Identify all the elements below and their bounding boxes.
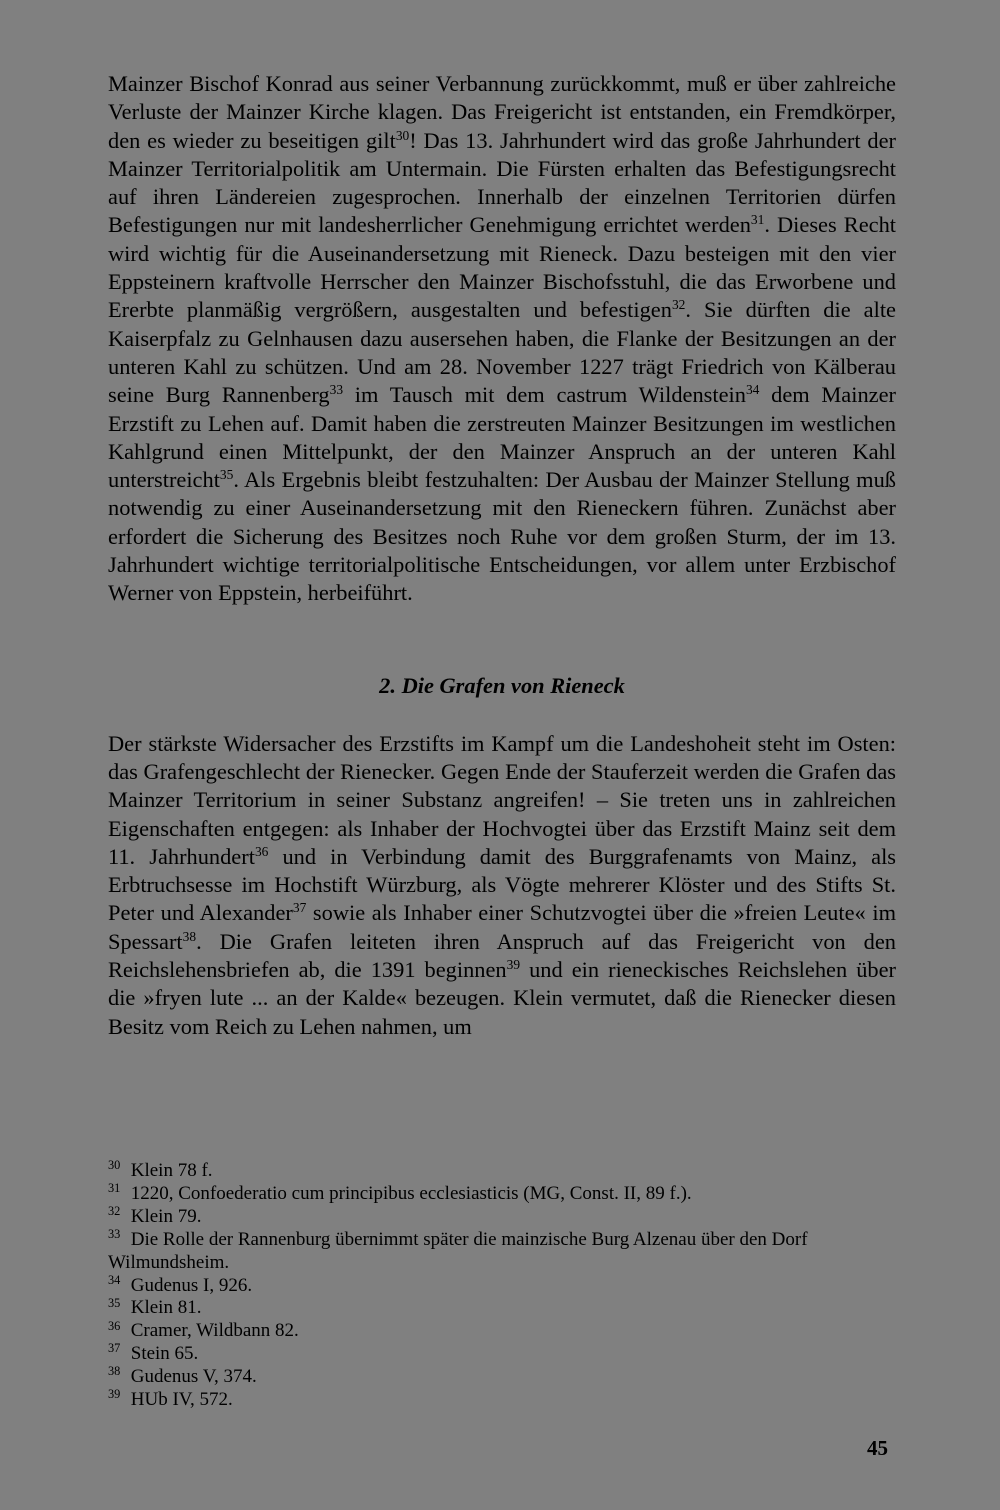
text-run: Mainzer Bischof Konrad aus seiner Verbannung zurückkommt, muß er über zahlreiche Verluste der Mainzer Kirche klagen. Das Freigericht ist entstanden, ein Fremdkörper, den es wieder zu beseitigen gilt: [108, 71, 896, 153]
footnote-38: 38 Gudenus V, 374.: [108, 1364, 257, 1388]
footnote-text: HUb IV, 572.: [130, 1389, 233, 1411]
footnote-text: Gudenus I, 926.: [130, 1274, 253, 1296]
footnote-text: 1220, Confoederatio cum principibus ecclesiasticis (MG, Const. II, 89 f.).: [130, 1182, 692, 1204]
footnote-text: Stein 65.: [130, 1343, 199, 1365]
page-body: [108, 70, 896, 1041]
footnote-ref-31[interactable]: 31: [750, 212, 765, 228]
footnote-text: Die Rolle der Rannenburg übernimmt später die mainzische Burg Alzenau über den Dorf Wilmundsheim.: [108, 1228, 808, 1273]
footnote-text: Klein 78 f.: [130, 1160, 213, 1181]
text-run: . Als Ergebnis bleibt festzuhalten: Der Ausbau der Mainzer Stellung muß notwendig zu einer Auseinandersetzung mit den Rieneckern führen. Zunächst aber erfordert die Sicherung des Besitzes noch Ruhe vor dem großen Sturm, der im 13. Jahrhundert wichtige territorialpolitische Entscheidungen, vor allem unter Erzbischof Werner von Eppstein, herbeiführt.: [108, 467, 896, 606]
text-run: sowie als Inhaber einer Schutzvogtei über die »freien Leute« im Spessart: [108, 900, 896, 954]
text-run: . Dieses Recht wird wichtig für die Auseinandersetzung mit Rieneck. Dazu besteigen mit den vier Eppsteinern kraftvolle Herrscher den Mainzer Bischofsstuhl, die das Erworbene und Ererbte planmäßig vergrößern, ausgestalten und befestigen: [108, 212, 896, 323]
text-run: im Tausch mit dem castrum Wildenstein: [343, 382, 746, 408]
footnote-ref-30[interactable]: 30: [395, 127, 410, 143]
text-run: ! Das 13. Jahrhundert wird das große Jahrhundert der Mainzer Territorialpolitik am Untermain. Die Fürsten erhalten das Befestigungsrecht auf ihren Ländereien zugesprochen. Innerhalb der einzelnen Territorien dürfen Befestigungen nur mit landesherrlicher Genehmigung errichtet werden: [108, 127, 897, 238]
text-run: und ein rieneckisches Reichslehen über die »fryen lute ... an der Kalde« bezeugen. Klein vermutet, daß die Rienecker diesen Besitz vom Reich zu Lehen nahmen, um: [108, 957, 896, 1039]
footnote-text: Klein 79.: [130, 1205, 202, 1227]
footnote-ref-35[interactable]: 35: [219, 467, 234, 483]
section-heading: 2. Die Grafen von Rieneck: [379, 672, 625, 698]
footnote-31: 31 1220, Confoederatio cum principibus ecclesiasticis (MG, Const. II, 89 f.).: [108, 1181, 692, 1204]
footnote-ref-38[interactable]: 38: [182, 928, 197, 944]
footnote-ref-33[interactable]: 33: [329, 382, 344, 398]
footnote-ref-34[interactable]: 34: [745, 382, 760, 398]
footnote-37: 37 Stein 65.: [108, 1341, 199, 1365]
footnote-35: 35 Klein 81.: [108, 1295, 202, 1319]
text-run: . Sie dürften die alte Kaiserpfalz zu Gelnhausen dazu ausersehen haben, die Flanke der Besitzungen an der unteren Kahl zu schützen. Und am 28. November 1227 trägt Friedrich von Kälberau seine Burg Rannenberg: [108, 297, 896, 408]
footnote-text: Gudenus V, 374.: [130, 1366, 257, 1388]
footnote-ref-37[interactable]: 37: [292, 900, 307, 916]
text-run: und in Verbindung damit des Burggrafenamts von Mainz, als Erbtruchsesse im Hochstift Würzburg, als Vögte mehrerer Klöster und des Stifts St. Peter und Alexander: [108, 843, 896, 926]
footnote-text: Klein 81.: [130, 1297, 202, 1319]
text-run: Der stärkste Widersacher des Erzstifts im Kampf um die Landeshoheit steht im Osten: das Grafengeschlecht der Rienecker. Gegen Ende der Stauferzeit werden die Grafen das Mainzer Territorium in seiner Substanz angreifen! – Sie treten uns in zahlreichen Eigenschaften entgegen: als Inhaber der Hochvogtei über das Erzstift Mainz seit dem 11. Jahrhundert: [108, 730, 896, 869]
paragraph-1: [108, 70, 896, 608]
footnote-39: 39 HUb IV, 572.: [108, 1387, 233, 1411]
text-run: . Die Grafen leiteten ihren Anspruch auf das Freigericht von den Reichslehensbriefen ab, die 1391 beginnen: [108, 928, 896, 983]
footnote-text: Cramer, Wildbann 82.: [130, 1320, 299, 1342]
footnote-30: 30 Klein 78 f.: [108, 1158, 213, 1181]
footnote-34: 34 Gudenus I, 926.: [108, 1272, 253, 1296]
footnote-36: 36 Cramer, Wildbann 82.: [108, 1318, 299, 1342]
footnote-32: 32 Klein 79.: [108, 1204, 202, 1227]
page-number: 45: [867, 1436, 888, 1460]
footnote-ref-32[interactable]: 32: [671, 297, 686, 313]
footnote-ref-39[interactable]: 39: [506, 956, 521, 972]
footnote-ref-36[interactable]: 36: [254, 843, 269, 859]
footnotes: [108, 1160, 896, 1412]
footnote-33: 33 Die Rolle der Rannenburg übernimmt später die mainzische Burg Alzenau über den Dorf Wilmundsheim.: [108, 1226, 808, 1273]
text-run: dem Mainzer Erzstift zu Lehen auf. Damit haben die zerstreuten Mainzer Besitzungen im westlichen Kahlgrund einen Mittelpunkt, der den Mainzer Anspruch an der unteren Kahl unterstreicht: [108, 382, 896, 493]
paragraph-2: [108, 730, 896, 1041]
